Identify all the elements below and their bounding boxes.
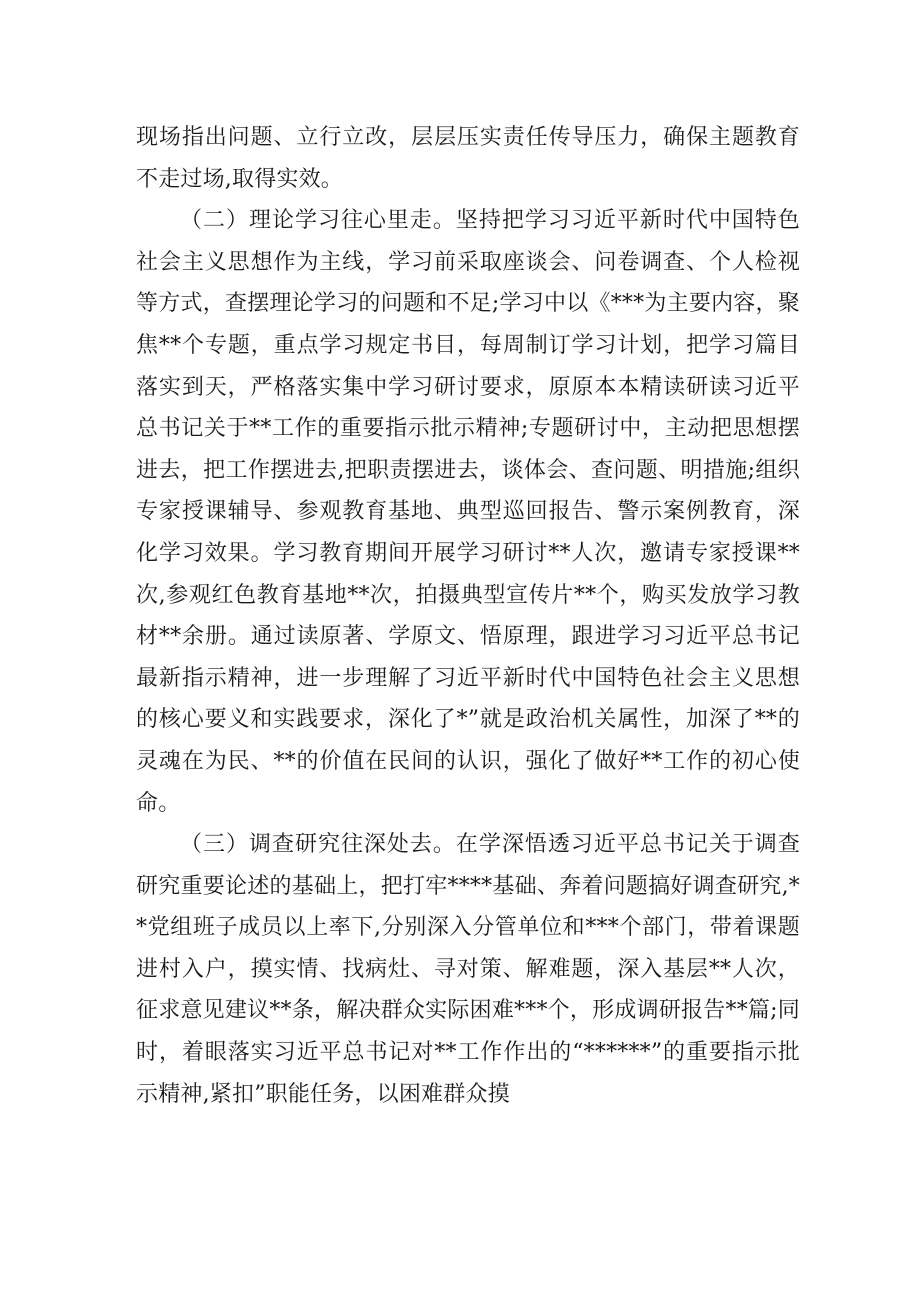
paragraph-investigation-research: （三）调查研究往深处去。在学深悟透习近平总书记关于调查研究重要论述的基础上，把打牢****基础、奔着问题搞好调查研究,**党组班子成员以上率下,分别深入分管单位和***个部门，带着课题进村入户，摸实情、找病灶、寻对策、解难题，深入基层**人次，征求意见建议**条，解决群众实际困难***个，形成调研报告**篇;同时，着眼落实习近平总书记对**工作作出的“******”的重要指示批示精神,紧扣”职能任务，以困难群众摸 bbox=[136, 832, 800, 1107]
document-body bbox=[136, 117, 800, 1115]
paragraph-continuation: 现场指出问题、立行立改，层层压实责任传导压力，确保主题教育不走过场,取得实效。 bbox=[136, 125, 800, 192]
paragraph-theory-study: （二）理论学习往心里走。坚持把学习习近平新时代中国特色社会主义思想作为主线，学习前采取座谈会、问卷调查、个人检视等方式，查摆理论学习的问题和不足;学习中以《***为主要内容，聚焦**个专题，重点学习规定书目，每周制订学习计划，把学习篇目落实到天，严格落实集中学习研讨要求，原原本本精读研读习近平总书记关于**工作的重要指示批示精神;专题研讨中，主动把思想摆进去，把工作摆进去,把职责摆进去，谈体会、查问题、明措施;组织专家授课辅导、参观教育基地、典型巡回报告、警示案例教育，深化学习效果。学习教育期间开展学习研讨**人次，邀请专家授课**次,参观红色教育基地**次，拍摄典型宣传片**个，购买发放学习教材**余册。通过读原著、学原文、悟原理，跟进学习习近平总书记最新指示精神，进一步理解了习近平新时代中国特色社会主义思想的核心要义和实践要求，深化了*”就是政治机关属性，加深了**的灵魂在为民、**的价值在民间的认识，强化了做好**工作的初心使命。 bbox=[136, 208, 800, 816]
